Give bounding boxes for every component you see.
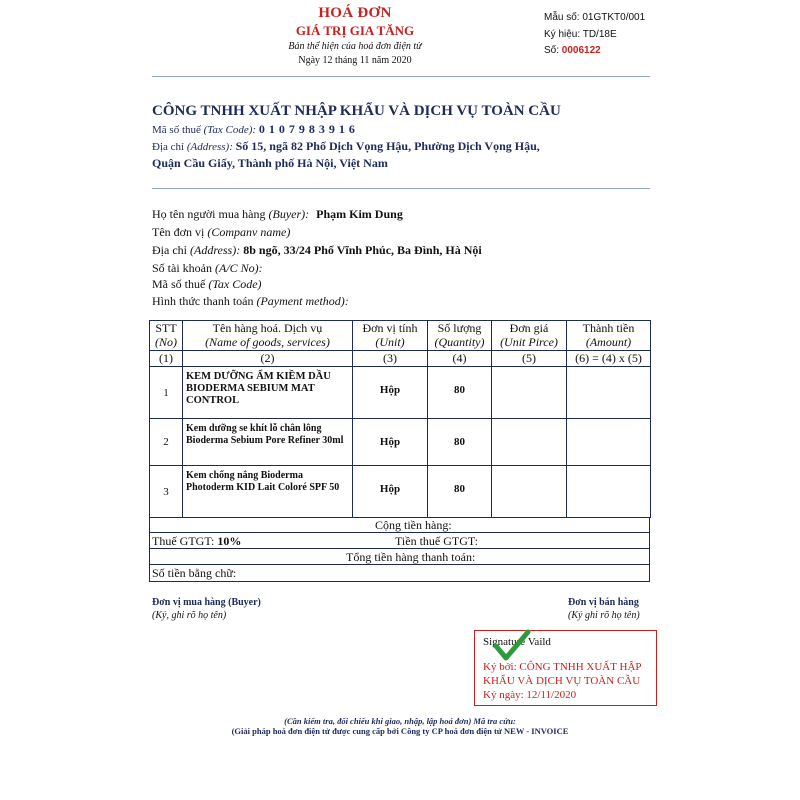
buyer-payment-label-en: (Payment method):: [256, 294, 349, 308]
buyer-name-label-en: (Buyer):: [268, 207, 310, 221]
subtotal-label: Cộng tiền hàng:: [375, 518, 452, 532]
invoice-number-value: 0006122: [561, 45, 601, 56]
col-header-price: Đơn giá (Unit Pirce): [492, 321, 567, 351]
col-header-no: STT (No): [150, 321, 183, 351]
digital-signature-box: [474, 630, 657, 706]
row-unit: Hộp: [353, 367, 428, 419]
seller-tax-code-value: 0 1 0 7 9 8 3 9 1 6: [258, 122, 356, 136]
col-header-unit: Đơn vị tính (Unit): [353, 321, 428, 351]
col-header-name: Tên hàng hoá. Dịch vụ (Name of goods, services): [183, 321, 353, 351]
seller-address-label: Địa chỉ: [152, 141, 185, 153]
row-amount: [567, 367, 651, 419]
footer-lookup-note: (Cần kiểm tra, đối chiếu khi giao, nhập, lập hoá đơn) Mã tra cứu:: [284, 716, 516, 726]
vat-rate-value: 10%: [217, 534, 242, 548]
buyer-company: [152, 225, 290, 240]
table-row: [150, 466, 651, 518]
table-row: [150, 419, 651, 466]
seller-address-line1: Số 15, ngã 82 Phố Dịch Vọng Hậu, Phường Dịch Vọng Hậu,: [235, 139, 540, 153]
row-unit: Hộp: [353, 466, 428, 518]
buyer-address-label-en: (Address):: [190, 243, 241, 257]
seller-tax-code-label-en: (Tax Code):: [203, 124, 257, 136]
vat-row: [150, 533, 649, 549]
buyer-signature-note: (Ký, ghi rõ họ tên): [152, 610, 227, 621]
row-price: [492, 466, 567, 518]
seller-address-line2: Quận Cầu Giấy, Thành phố Hà Nội, Việt Nam: [152, 156, 388, 170]
invoice-title: HOÁ ĐƠN: [318, 5, 392, 21]
row-goods-name: Kem chống nắng Bioderma Photoderm KID Lait Coloré SPF 50: [183, 466, 353, 518]
col-header-qty: Số lượng (Quantity): [428, 321, 492, 351]
buyer-name-label: Họ tên người mua hàng: [152, 207, 266, 221]
footer-provider-note: (Giải pháp hoá đơn điện tử được cung cấp bởi Công ty CP hoá đơn điện tử NEW - INVOICE: [231, 726, 569, 736]
invoice-date: Ngày 12 tháng 11 năm 2020: [298, 55, 412, 66]
buyer-tax-code: [152, 277, 262, 292]
buyer-account: [152, 261, 263, 276]
invoice-number: [544, 45, 601, 56]
signed-by-line2: KHẨU VÀ DỊCH VỤ TOÀN CẦU: [483, 675, 641, 687]
checkmark-icon: [493, 629, 531, 663]
buyer-address-label: Địa chỉ: [152, 243, 187, 257]
form-number: Mẫu số: 01GTKT0/001: [544, 12, 646, 23]
buyer-payment-method: [152, 294, 349, 309]
row-no: 3: [150, 466, 183, 518]
seller-divider: [152, 188, 650, 189]
buyer-company-label: Tên đơn vị: [152, 225, 205, 239]
table-header-row: [150, 321, 651, 351]
goods-table: [149, 320, 651, 518]
invoice-representation-note: Bản thể hiện của hoá đơn điện tử: [288, 41, 422, 52]
buyer-signature-title: Đơn vị mua hàng (Buyer): [152, 597, 261, 608]
buyer-name-value: Phạm Kim Dung: [316, 207, 403, 221]
col-index: (5): [492, 351, 567, 367]
table-index-row: [150, 351, 651, 367]
seller-tax-code-label: Mã số thuế: [152, 124, 201, 136]
vat-amount-label: Tiền thuế GTGT:: [395, 534, 478, 548]
buyer-account-label: Số tài khoản: [152, 261, 212, 275]
grand-total-label: Tổng tiền hàng thanh toán:: [346, 550, 476, 564]
col-index: (1): [150, 351, 183, 367]
buyer-address: [152, 243, 482, 258]
seller-tax-code: [152, 122, 355, 137]
row-goods-name: KEM DƯỠNG ẨM KIỀM DẦU BIODERMA SEBIUM MAT CONTROL: [183, 367, 353, 419]
signed-date: Ký ngày: 12/11/2020: [483, 689, 577, 701]
col-index: (3): [353, 351, 428, 367]
buyer-address-value: 8b ngõ, 33/24 Phố Vĩnh Phúc, Ba Đình, Hà Nội: [243, 243, 482, 257]
row-qty: 80: [428, 367, 492, 419]
invoice-symbol: Ký hiệu: TD/18E: [544, 29, 617, 40]
invoice-subtitle-vat: GIÁ TRỊ GIA TĂNG: [295, 23, 415, 38]
totals-block: [149, 517, 650, 582]
seller-signature-title: Đơn vị bán hàng: [568, 597, 639, 608]
row-no: 1: [150, 367, 183, 419]
seller-address-label-en: (Address):: [186, 141, 233, 153]
row-qty: 80: [428, 419, 492, 466]
col-index: (2): [183, 351, 353, 367]
vat-rate: [152, 534, 241, 549]
col-index: (4): [428, 351, 492, 367]
header-divider: [152, 76, 650, 77]
signature-status: Signature Vaild: [483, 636, 551, 648]
table-row: [150, 367, 651, 419]
seller-signature-note: (Ký ghi rõ họ tên): [568, 610, 640, 621]
in-words-label: Số tiền bằng chữ:: [152, 566, 237, 580]
subtotal-row: [150, 517, 649, 533]
row-price: [492, 419, 567, 466]
col-header-amount: Thành tiền (Amount): [567, 321, 651, 351]
row-goods-name: Kem dưỡng se khít lỗ chân lông Bioderma Sebium Pore Refiner 30ml: [183, 419, 353, 466]
seller-name: CÔNG TNHH XUẤT NHẬP KHẨU VÀ DỊCH VỤ TOÀN CẦU: [152, 103, 561, 119]
row-unit: Hộp: [353, 419, 428, 466]
invoice-number-label: Số:: [544, 45, 560, 56]
row-amount: [567, 466, 651, 518]
row-qty: 80: [428, 466, 492, 518]
col-index: (6) = (4) x (5): [567, 351, 651, 367]
buyer-name: [152, 207, 403, 222]
buyer-tax-label: Mã số thuế: [152, 277, 206, 291]
buyer-payment-label: Hình thức thanh toán: [152, 294, 254, 308]
signed-by: [483, 661, 642, 673]
row-no: 2: [150, 419, 183, 466]
signed-by-line1: CÔNG TNHH XUẤT HẬP: [519, 661, 642, 673]
row-price: [492, 367, 567, 419]
buyer-tax-label-en: (Tax Code): [208, 277, 262, 291]
signed-by-label: Ký bởi:: [483, 661, 517, 673]
in-words-row: [150, 565, 649, 581]
buyer-account-label-en: (A/C No):: [215, 261, 263, 275]
seller-address: [152, 139, 540, 154]
vat-rate-label: Thuế GTGT:: [152, 534, 215, 548]
row-amount: [567, 419, 651, 466]
grand-total-row: [150, 549, 649, 565]
buyer-company-label-en: (Companv name): [207, 225, 291, 239]
